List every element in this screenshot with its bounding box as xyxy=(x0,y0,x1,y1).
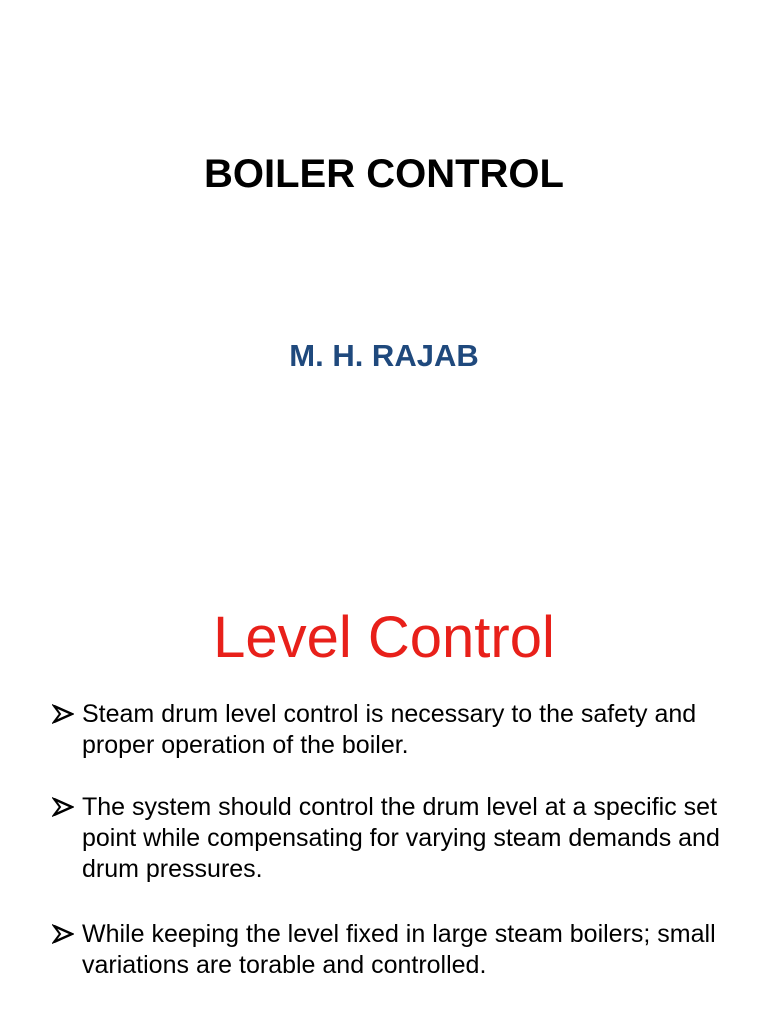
arrow-bullet-icon xyxy=(52,792,74,817)
arrow-bullet-icon xyxy=(52,919,74,944)
bullet-item xyxy=(50,792,750,885)
bullet-text: The system should control the drum level at a specific set point while compensating for varying steam demands and drum pressures. xyxy=(82,793,720,883)
bullet-text: Steam drum level control is necessary to the safety and proper operation of the boiler. xyxy=(82,700,697,759)
arrow-bullet-icon xyxy=(52,699,74,724)
author-name: M. H. RAJAB xyxy=(289,338,479,373)
bullet-item xyxy=(50,919,750,981)
bullet-item xyxy=(50,699,750,761)
bullet-text: While keeping the level fixed in large steam boilers; small variations are torable and controlled. xyxy=(82,920,716,979)
presentation-title: BOILER CONTROL xyxy=(204,152,564,196)
bullet-list xyxy=(50,699,750,981)
slide-title: Level Control xyxy=(213,605,555,670)
